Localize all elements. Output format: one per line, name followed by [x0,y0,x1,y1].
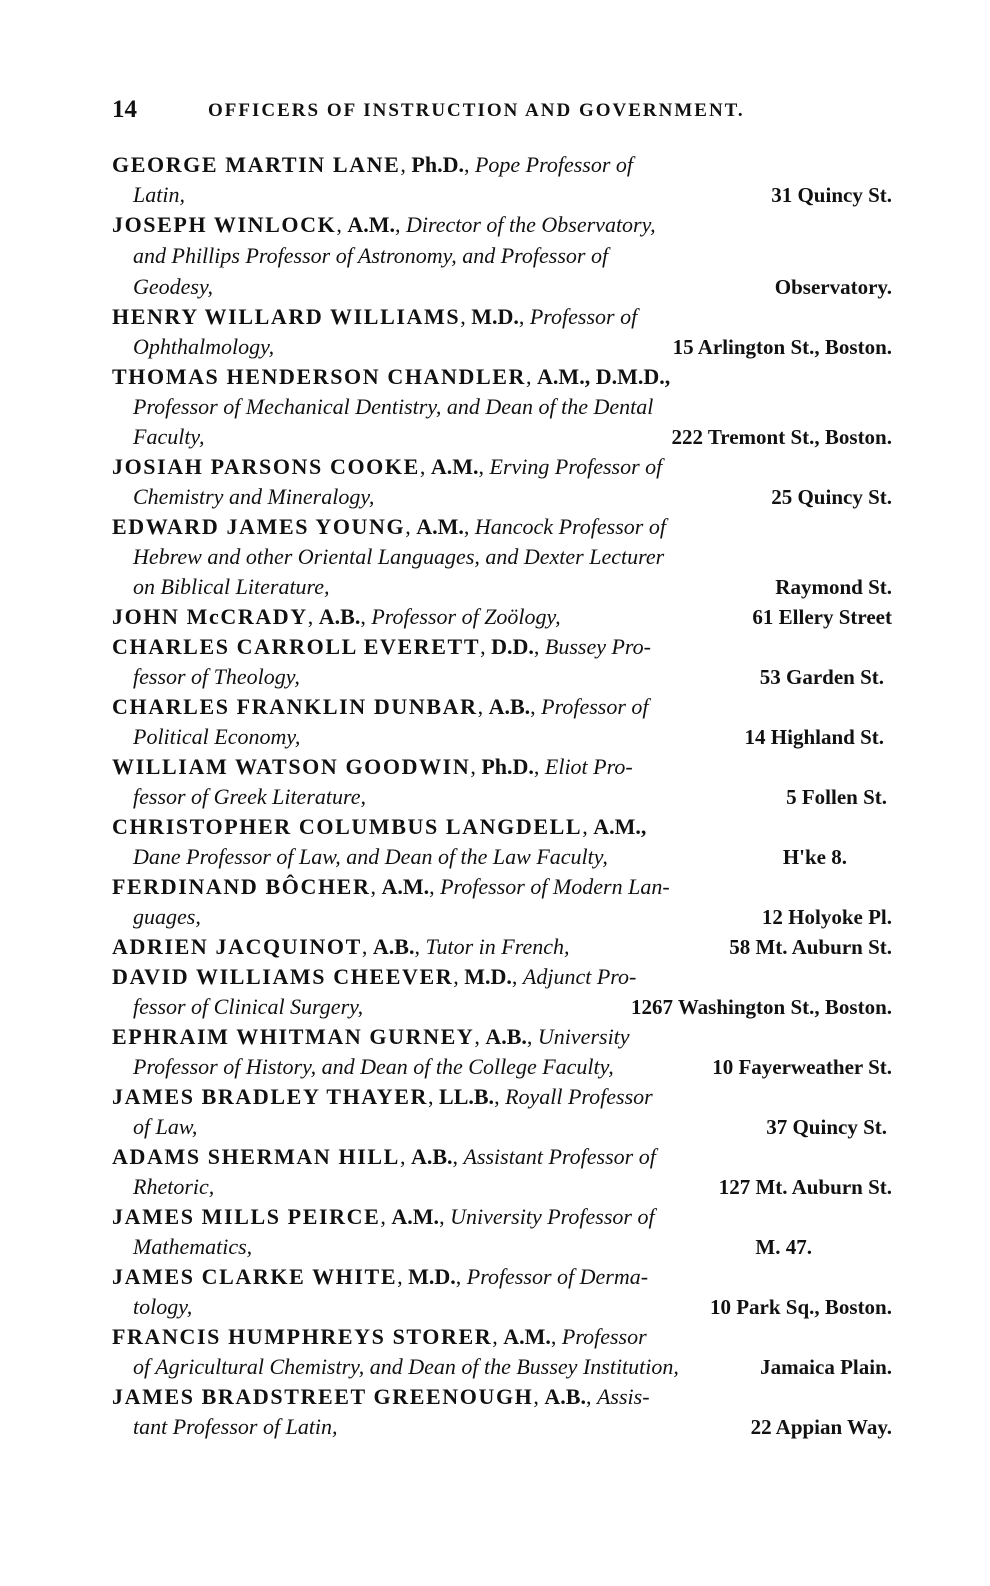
officer-title: and Phillips Professor of Astronomy, and Professor of [133,243,609,268]
entry-line: EDWARD JAMES YOUNG, A.M., Hancock Professor of [112,514,666,539]
entry-line: JOSEPH WINLOCK, A.M., Director of the Observatory, [112,212,656,237]
entry-line: JAMES MILLS PEIRCE, A.M., University Professor of [112,1204,655,1229]
officer-title: University [537,1024,630,1049]
entry-line [133,1352,892,1382]
entry-line [133,662,892,692]
entry-line [133,482,892,512]
officer-title: Chemistry and Mineralogy, [133,484,375,509]
officer-title: University Professor of [450,1204,655,1229]
entry-line [133,241,892,271]
officer-title: Director of the Observatory, [405,212,656,237]
officer-degree: A.B. [544,1384,586,1409]
entry-line: FERDINAND BÔCHER, A.M., Professor of Modern Lan- [112,874,670,899]
running-title: OFFICERS OF INSTRUCTION AND GOVERNMENT. [208,100,745,121]
entry-line [133,542,892,572]
officer-title: fessor of Clinical Surgery, [133,994,364,1019]
officer-title: fessor of Theology, [133,664,300,689]
officer-title: Dane Professor of Law, and Dean of the Law Faculty, [133,844,608,869]
officer-name: HENRY WILLARD WILLIAMS [112,304,461,329]
officer-degree: D.D. [491,634,534,659]
officer-name: JOSIAH PARSONS COOKE [112,454,420,479]
officer-title: Professor of Mechanical Dentistry, and Dean of the Dental [133,394,654,419]
officer-title: Professor of Modern Lan- [440,874,670,899]
entry-line [133,1292,892,1322]
officer-name: JOHN McCRADY [112,604,308,629]
officer-title: Mathematics, [133,1234,253,1259]
entry-line: JAMES BRADLEY THAYER, LL.B., Royall Professor [112,1084,653,1109]
entry-line [133,572,892,602]
entry-line [133,992,892,1022]
officer-title: Erving Professor of [489,454,663,479]
officer-title: Professor of [529,304,638,329]
entry-line [133,332,892,362]
officer-title: Adjunct Pro- [522,964,637,989]
officer-title: Professor of Zoölogy, [371,604,561,629]
officer-address: 31 Quincy St. [771,183,892,207]
entry-line: JOHN McCRADY, A.B., Professor of Zoölogy, 61 Ellery Street [112,602,892,632]
entry-line [133,902,892,932]
officer-degree: A.B. [410,1144,453,1169]
officer-degree: A.B. [318,604,361,629]
entry-line [133,272,892,302]
officer-title: Royall Professor [505,1084,653,1109]
officer-address: 222 Tremont St., Boston. [671,425,892,449]
officer-address: 14 Highland St. [744,725,884,749]
entry-line [133,1052,892,1082]
entry-line [133,842,892,872]
entry-line: HENRY WILLARD WILLIAMS, M.D., Professor of [112,304,638,329]
officer-title: Professor of History, and Dean of the College Faculty, [133,1054,614,1079]
entry-line: ADRIEN JACQUINOT, A.B., Tutor in French, 58 Mt. Auburn St. [112,932,892,962]
officer-name: JAMES BRADSTREET GREENOUGH [112,1384,534,1409]
officer-name: JOSEPH WINLOCK [112,212,337,237]
officer-title: Hancock Professor of [474,514,666,539]
officer-degree: LL.B. [439,1084,495,1109]
officer-address: Jamaica Plain. [760,1355,892,1379]
officer-name: CHRISTOPHER COLUMBUS LANGDELL [112,814,583,839]
officer-name: CHARLES CARROLL EVERETT [112,634,481,659]
entry-line: CHARLES CARROLL EVERETT, D.D., Bussey Pro- [112,634,651,659]
officer-title: Hebrew and other Oriental Languages, and Dexter Lecturer [133,544,665,569]
officer-degree: A.M. [347,212,395,237]
entry-line [133,392,892,422]
officer-degree: M.D. [471,304,519,329]
entry-line [133,1112,892,1142]
officer-address: 15 Arlington St., Boston. [672,335,892,359]
page-number: 14 [112,96,137,123]
officer-title: Professor of [541,694,649,719]
entry-line [133,722,892,752]
officer-name: GEORGE MARTIN LANE [112,152,401,177]
officer-name: THOMAS HENDERSON CHANDLER [112,364,527,389]
officer-name: JAMES MILLS PEIRCE [112,1204,381,1229]
officer-degree: A.B. [485,1024,527,1049]
entry-line: THOMAS HENDERSON CHANDLER, A.M., D.M.D., [112,364,671,389]
officer-address: 10 Park Sq., Boston. [709,1295,892,1319]
officer-address: 1267 Washington St., Boston. [630,995,892,1019]
officer-name: ADAMS SHERMAN HILL [112,1144,400,1169]
officer-name: FRANCIS HUMPHREYS STORER [112,1324,493,1349]
entry-line: DAVID WILLIAMS CHEEVER, M.D., Adjunct Pro- [112,964,637,989]
officer-name: DAVID WILLIAMS CHEEVER [112,964,454,989]
entry-line: JAMES CLARKE WHITE, M.D., Professor of Derma- [112,1264,649,1289]
entry-line [133,1172,892,1202]
entry-line [133,782,892,812]
officer-degree: A.M., D.M.D., [537,364,671,389]
officer-degree: A.M. [416,514,464,539]
officer-name: EPHRAIM WHITMAN GURNEY [112,1024,475,1049]
page-header [112,96,892,126]
officer-title: guages, [133,904,201,929]
officer-title: Geodesy, [133,274,214,299]
officer-address: Observatory. [774,275,892,299]
entry-line: JAMES BRADSTREET GREENOUGH, A.B., Assis- [112,1384,650,1409]
officer-name: EDWARD JAMES YOUNG [112,514,406,539]
entry-line [133,180,892,210]
entry-line: CHRISTOPHER COLUMBUS LANGDELL, A.M., [112,814,647,839]
officer-degree: A.M. [430,454,479,479]
officer-title: Assis- [596,1384,650,1409]
officer-address: 58 Mt. Auburn St. [729,935,892,959]
officer-address: 25 Quincy St. [771,485,892,509]
officer-address: 22 Appian Way. [750,1415,892,1439]
officer-degree: A.M. [503,1324,551,1349]
officer-degree: A.M., [593,814,647,839]
officer-name: WILLIAM WATSON GOODWIN [112,754,471,779]
officer-degree: A.B. [488,694,531,719]
officer-address: 12 Holyoke Pl. [761,905,892,929]
entry-line: EPHRAIM WHITMAN GURNEY, A.B., University [112,1024,630,1049]
entry-line [133,1232,892,1262]
officer-degree: Ph.D. [411,152,464,177]
officer-degree: A.B. [372,934,415,959]
officer-title: Bussey Pro- [544,634,651,659]
officer-title: tant Professor of Latin, [133,1414,338,1439]
officer-address: Raymond St. [775,575,892,599]
officer-address: 53 Garden St. [759,665,884,689]
officer-name: FERDINAND BÔCHER [112,874,371,899]
officer-title: of Law, [133,1114,198,1139]
entry-line [133,1412,892,1442]
entry-line: JOSIAH PARSONS COOKE, A.M., Erving Professor of [112,454,663,479]
officer-title: tology, [133,1294,193,1319]
officer-title: Rhetoric, [133,1174,215,1199]
officer-degree: Ph.D. [481,754,534,779]
officer-address: 127 Mt. Auburn St. [718,1175,892,1199]
officer-title: Eliot Pro- [544,754,633,779]
officer-degree: A.M. [381,874,430,899]
entry-line: GEORGE MARTIN LANE, Ph.D., Pope Professor of [112,152,634,177]
officer-address: M. 47. [755,1235,812,1259]
officer-title: on Biblical Literature, [133,574,330,599]
officer-title: Ophthalmology, [133,334,275,359]
officer-address: 61 Ellery Street [752,605,892,629]
officer-title: of Agricultural Chemistry, and Dean of the Bussey Institution, [133,1354,679,1379]
officer-title: Latin, [133,182,185,207]
officer-title: fessor of Greek Literature, [133,784,367,809]
officer-address: H'ke 8. [782,845,847,869]
entry-line: CHARLES FRANKLIN DUNBAR, A.B., Professor of [112,694,649,719]
officer-degree: A.M. [391,1204,440,1229]
officer-title: Tutor in French, [425,934,570,959]
entry-line: WILLIAM WATSON GOODWIN, Ph.D., Eliot Pro- [112,754,633,779]
officer-title: Professor of Derma- [466,1264,649,1289]
officer-title: Pope Professor of [474,152,634,177]
officer-name: CHARLES FRANKLIN DUNBAR [112,694,478,719]
officer-address: 10 Fayerweather St. [712,1055,892,1079]
entry-line: ADAMS SHERMAN HILL, A.B., Assistant Professor of [112,1144,656,1169]
officer-title: Political Economy, [133,724,301,749]
officer-title: Faculty, [133,424,205,449]
officer-name: ADRIEN JACQUINOT [112,934,362,959]
officer-name: JAMES BRADLEY THAYER [112,1084,429,1109]
officer-degree: M.D. [408,1264,456,1289]
entry-line: FRANCIS HUMPHREYS STORER, A.M., Professor [112,1324,647,1349]
officer-degree: M.D. [464,964,512,989]
officer-address: 37 Quincy St. [766,1115,887,1139]
entry-line [133,422,892,452]
officer-name: JAMES CLARKE WHITE [112,1264,398,1289]
officer-title: Assistant Professor of [463,1144,656,1169]
officer-address: 5 Follen St. [786,785,887,809]
officer-title: Professor [561,1324,647,1349]
